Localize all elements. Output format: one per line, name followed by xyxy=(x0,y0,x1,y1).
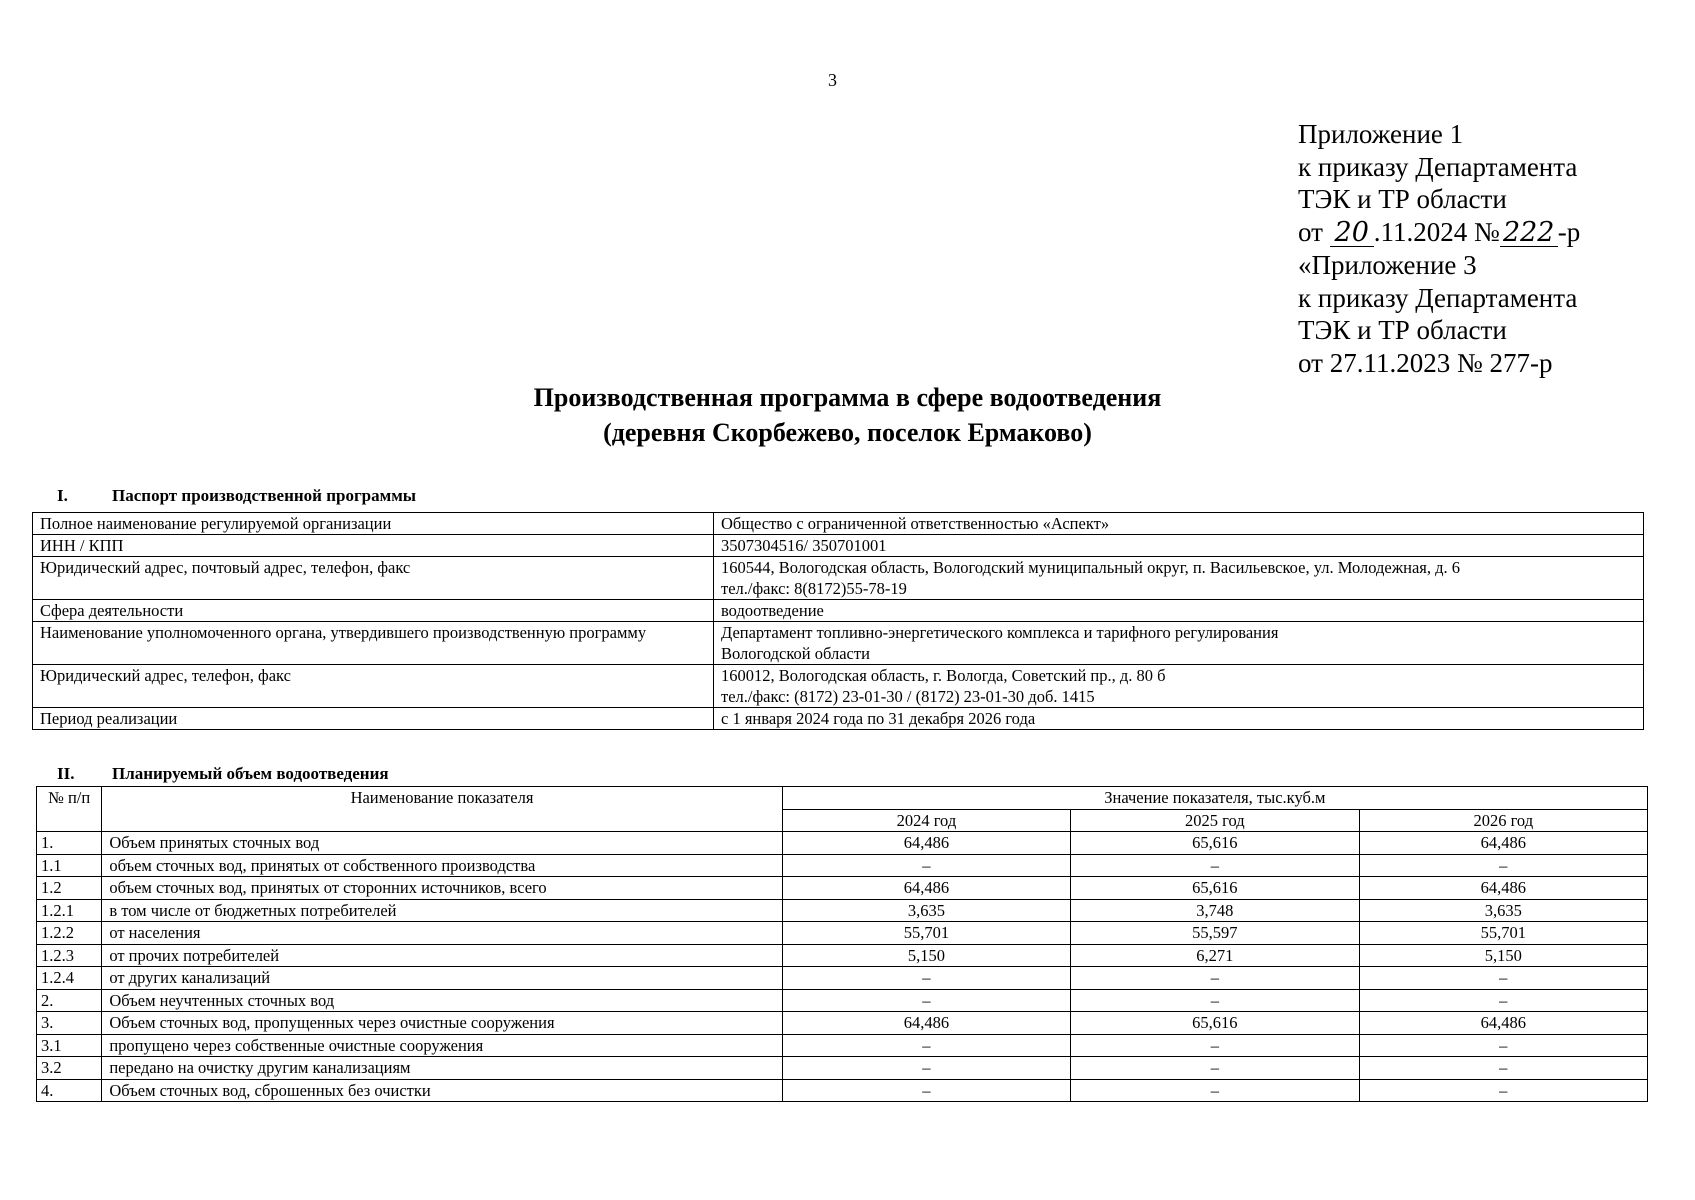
section-title: Планируемый объем водоотведения xyxy=(112,764,389,783)
section-1-heading xyxy=(57,486,416,506)
row-number: 2. xyxy=(37,989,102,1012)
value-2025: 65,616 xyxy=(1071,877,1359,900)
value-2024: 64,486 xyxy=(782,1012,1070,1035)
row-number: 4. xyxy=(37,1079,102,1102)
value-2024: – xyxy=(782,854,1070,877)
passport-value xyxy=(714,622,1644,665)
passport-label: Полное наименование регулируемой организации xyxy=(33,513,714,535)
passport-label: Сфера деятельности xyxy=(33,600,714,622)
passport-value xyxy=(714,708,1644,730)
section-number: II. xyxy=(57,764,75,783)
value-2025: 65,616 xyxy=(1071,1012,1359,1035)
indicator-name: Объем сточных вод, сброшенных без очистки xyxy=(102,1079,782,1102)
indicator-name: Объем неучтенных сточных вод xyxy=(102,989,782,1012)
passport-value xyxy=(714,513,1644,535)
indicator-name: пропущено через собственные очистные сооружения xyxy=(102,1034,782,1057)
table-row xyxy=(37,967,1648,990)
handwritten-order-number: 222 xyxy=(1500,220,1558,247)
value-2026: – xyxy=(1359,854,1647,877)
appendix-block xyxy=(1298,118,1678,380)
value-2026: – xyxy=(1359,1034,1647,1057)
row-number: 1.2.4 xyxy=(37,967,102,990)
header-year: 2024 год xyxy=(782,809,1070,832)
table-row xyxy=(33,622,1644,665)
appendix-line: «Приложение 3 xyxy=(1298,249,1477,280)
indicator-name: Объем принятых сточных вод xyxy=(102,832,782,855)
appendix-line: к приказу Департамента xyxy=(1298,151,1578,182)
header-year: 2025 год xyxy=(1071,809,1359,832)
value-2025: 55,597 xyxy=(1071,922,1359,945)
indicator-name: объем сточных вод, принятых от собственного производства xyxy=(102,854,782,877)
passport-table xyxy=(32,512,1644,730)
document-title xyxy=(0,380,1695,450)
appendix-order-line xyxy=(1298,216,1678,249)
table-row xyxy=(37,1034,1648,1057)
table-row xyxy=(37,944,1648,967)
value-2025: – xyxy=(1071,1034,1359,1057)
header-name: Наименование показателя xyxy=(102,787,782,832)
table-row xyxy=(37,922,1648,945)
value-2024: 3,635 xyxy=(782,899,1070,922)
row-number: 1.2.3 xyxy=(37,944,102,967)
value-2025: – xyxy=(1071,967,1359,990)
value-2025: – xyxy=(1071,989,1359,1012)
value-2024: – xyxy=(782,1034,1070,1057)
passport-value-line: с 1 января 2024 года по 31 декабря 2026 года xyxy=(721,709,1036,728)
value-2026: 55,701 xyxy=(1359,922,1647,945)
table-header-row xyxy=(37,787,1648,810)
value-2024: – xyxy=(782,967,1070,990)
header-value-group: Значение показателя, тыс.куб.м xyxy=(782,787,1647,810)
appendix-line: ТЭК и ТР области xyxy=(1298,315,1507,346)
indicator-name: от других канализаций xyxy=(102,967,782,990)
indicator-name: в том числе от бюджетных потребителей xyxy=(102,899,782,922)
appendix-order-middle: .11.2024 № xyxy=(1373,217,1500,248)
passport-value-line: 160012, Вологодская область, г. Вологда, Советский пр., д. 80 б xyxy=(721,666,1166,685)
passport-value xyxy=(714,557,1644,600)
value-2026: 3,635 xyxy=(1359,899,1647,922)
passport-value xyxy=(714,665,1644,708)
table-row xyxy=(37,1057,1648,1080)
indicator-name: передано на очистку другим канализациям xyxy=(102,1057,782,1080)
row-number: 3. xyxy=(37,1012,102,1035)
passport-value-line: водоотведение xyxy=(721,601,824,620)
header-number: № п/п xyxy=(37,787,102,832)
title-line: Производственная программа в сфере водоотведения xyxy=(533,383,1162,412)
value-2024: – xyxy=(782,1057,1070,1080)
passport-value-line: Департамент топливно-энергетического комплекса и тарифного регулирования xyxy=(721,623,1279,642)
section-title: Паспорт производственной программы xyxy=(112,486,417,505)
appendix-order-prefix: от xyxy=(1298,217,1330,248)
passport-value-line: тел./факс: 8(8172)55-78-19 xyxy=(721,579,907,598)
passport-value-line: Вологодской области xyxy=(721,644,870,663)
appendix-line: ТЭК и ТР области xyxy=(1298,184,1507,215)
value-2026: – xyxy=(1359,989,1647,1012)
indicator-name: Объем сточных вод, пропущенных через очистные сооружения xyxy=(102,1012,782,1035)
passport-value xyxy=(714,535,1644,557)
passport-value-line: 160544, Вологодская область, Вологодский муниципальный округ, п. Васильевское, ул. Молодежная, д. 6 xyxy=(721,558,1461,577)
table-row xyxy=(37,1079,1648,1102)
indicator-name: от прочих потребителей xyxy=(102,944,782,967)
value-2026: 5,150 xyxy=(1359,944,1647,967)
indicator-name: объем сточных вод, принятых от сторонних источников, всего xyxy=(102,877,782,900)
value-2026: – xyxy=(1359,1079,1647,1102)
table-row xyxy=(33,535,1644,557)
table-row xyxy=(33,665,1644,708)
passport-value-line: Общество с ограниченной ответственностью «Аспект» xyxy=(721,514,1110,533)
row-number: 3.2 xyxy=(37,1057,102,1080)
value-2025: 6,271 xyxy=(1071,944,1359,967)
row-number: 1.2 xyxy=(37,877,102,900)
value-2026: – xyxy=(1359,967,1647,990)
passport-value xyxy=(714,600,1644,622)
value-2026: 64,486 xyxy=(1359,1012,1647,1035)
handwritten-day: 20 xyxy=(1330,220,1374,247)
passport-value-line: тел./факс: (8172) 23-01-30 / (8172) 23-01-30 доб. 1415 xyxy=(721,687,1095,706)
table-row xyxy=(33,557,1644,600)
value-2024: 64,486 xyxy=(782,832,1070,855)
value-2026: 64,486 xyxy=(1359,877,1647,900)
table-row xyxy=(33,708,1644,730)
value-2025: – xyxy=(1071,1079,1359,1102)
table-row xyxy=(37,989,1648,1012)
value-2026: – xyxy=(1359,1057,1647,1080)
table-row xyxy=(37,1012,1648,1035)
table-row xyxy=(37,877,1648,900)
value-2024: 55,701 xyxy=(782,922,1070,945)
value-2026: 64,486 xyxy=(1359,832,1647,855)
appendix-line: от 27.11.2023 № 277-р xyxy=(1298,347,1553,378)
value-2024: 64,486 xyxy=(782,877,1070,900)
value-2024: – xyxy=(782,1079,1070,1102)
indicator-name: от населения xyxy=(102,922,782,945)
value-2025: 65,616 xyxy=(1071,832,1359,855)
row-number: 1.2.1 xyxy=(37,899,102,922)
passport-label: Юридический адрес, телефон, факс xyxy=(33,665,714,708)
value-2025: – xyxy=(1071,1057,1359,1080)
passport-label: Период реализации xyxy=(33,708,714,730)
passport-value-line: 3507304516/ 350701001 xyxy=(721,536,887,555)
table-row xyxy=(37,854,1648,877)
row-number: 3.1 xyxy=(37,1034,102,1057)
value-2024: 5,150 xyxy=(782,944,1070,967)
table-row xyxy=(37,899,1648,922)
value-2025: – xyxy=(1071,854,1359,877)
table-row xyxy=(33,513,1644,535)
table-row xyxy=(33,600,1644,622)
volume-table xyxy=(36,786,1648,1102)
value-2025: 3,748 xyxy=(1071,899,1359,922)
passport-label: Юридический адрес, почтовый адрес, телефон, факс xyxy=(33,557,714,600)
section-2-heading xyxy=(57,764,389,784)
header-year: 2026 год xyxy=(1359,809,1647,832)
table-row xyxy=(37,832,1648,855)
appendix-line: Приложение 1 xyxy=(1298,119,1464,149)
page-number: 3 xyxy=(828,70,837,90)
passport-label: Наименование уполномоченного органа, утвердившего производственную программу xyxy=(33,622,714,665)
row-number: 1. xyxy=(37,832,102,855)
value-2024: – xyxy=(782,989,1070,1012)
passport-label: ИНН / КПП xyxy=(33,535,714,557)
title-line: (деревня Скорбежево, поселок Ермаково) xyxy=(603,418,1092,447)
appendix-order-suffix: -р xyxy=(1557,217,1581,248)
appendix-line: к приказу Департамента xyxy=(1298,282,1578,313)
section-number: I. xyxy=(57,486,68,505)
row-number: 1.2.2 xyxy=(37,922,102,945)
row-number: 1.1 xyxy=(37,854,102,877)
